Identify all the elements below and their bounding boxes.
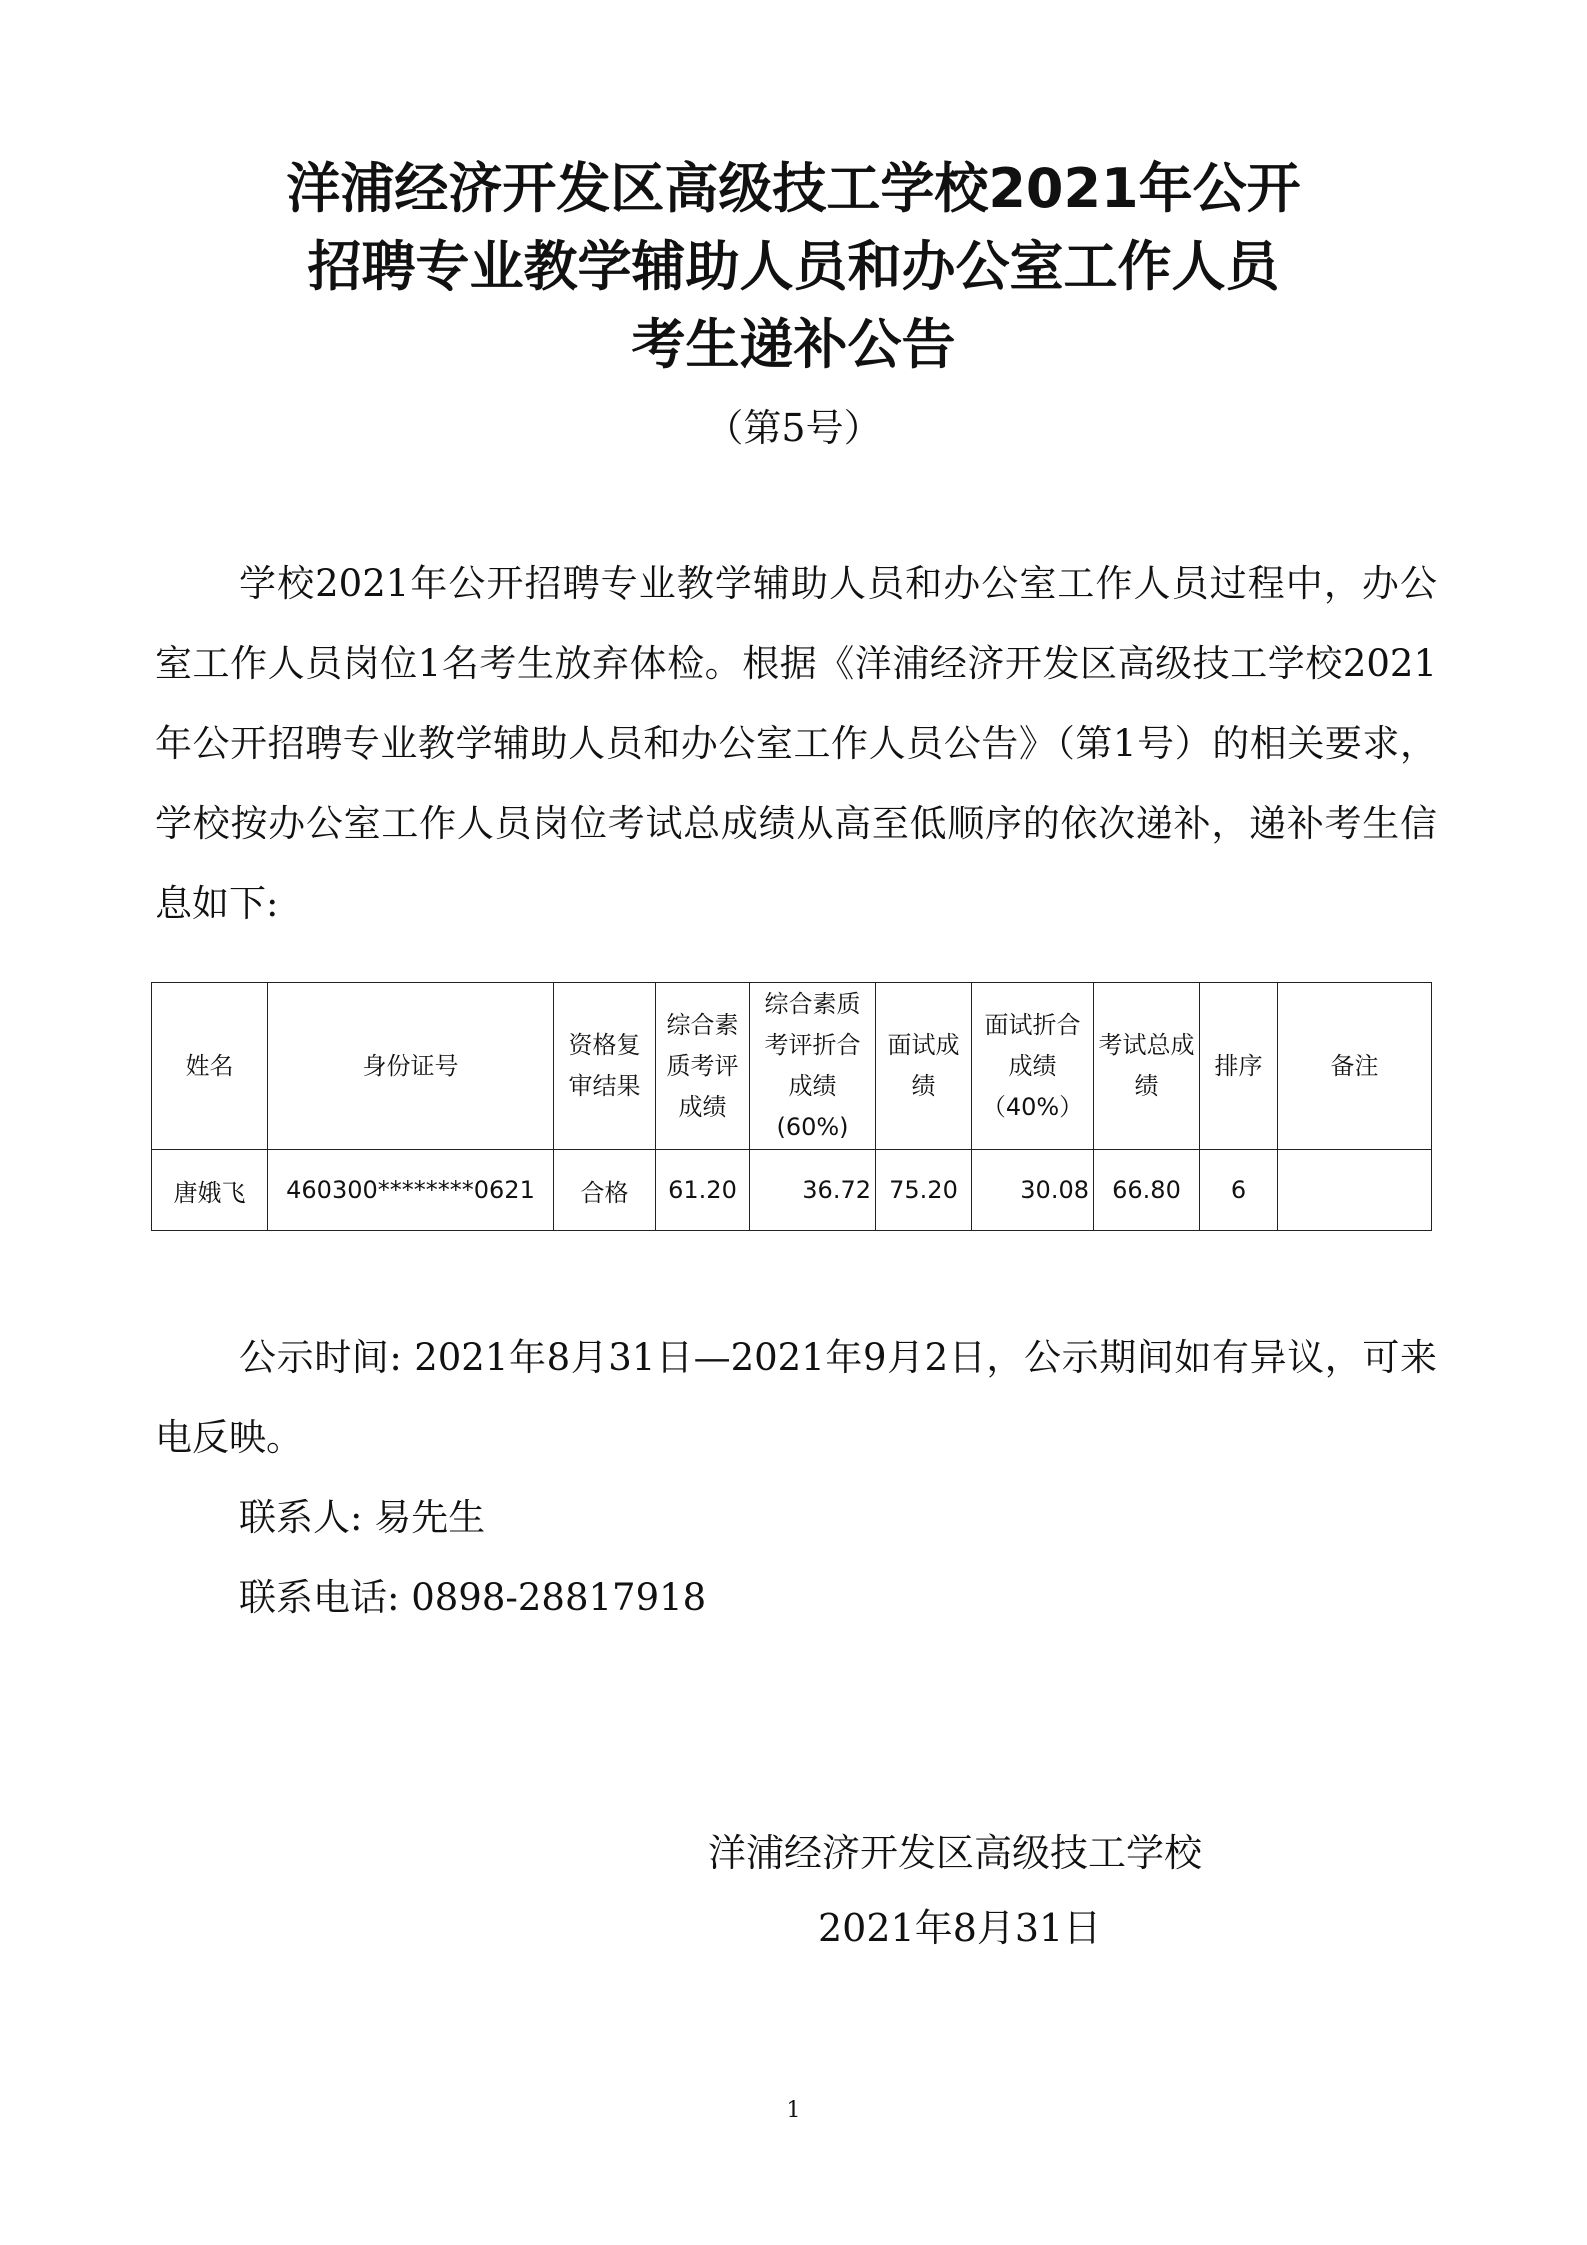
- header-quality-score: 综合素质考评成绩: [656, 983, 750, 1150]
- title-line-2: 招聘专业教学辅助人员和办公室工作人员: [307, 235, 1280, 298]
- cell-quality-score: 61.20: [656, 1150, 750, 1231]
- header-qualification: 资格复审结果: [554, 983, 656, 1150]
- cell-remarks: [1278, 1150, 1432, 1231]
- signature-organization: 洋浦经济开发区高级技工学校: [708, 1831, 1203, 1875]
- cell-id: 460300********0621: [268, 1150, 554, 1231]
- header-quality-weighted: 综合素质考评折合成绩(60%): [750, 983, 876, 1150]
- signature-date: 2021年8月31日: [818, 1906, 1102, 1950]
- title-line-3: 考生递补公告: [631, 313, 956, 376]
- header-remarks: 备注: [1278, 983, 1432, 1150]
- header-interview-score: 面试成绩: [876, 983, 972, 1150]
- title-line-1: 洋浦经济开发区高级技工学校2021年公开: [286, 157, 1301, 220]
- header-interview-weighted: 面试折合成绩（40%）: [972, 983, 1094, 1150]
- cell-name: 唐娥飞: [152, 1150, 268, 1231]
- cell-total: 66.80: [1094, 1150, 1200, 1231]
- contact-person: 联系人: 易先生: [239, 1496, 486, 1539]
- table-header-row: [152, 983, 1432, 1150]
- header-total: 考试总成绩: [1094, 983, 1200, 1150]
- table-row: [152, 1150, 1432, 1231]
- intro-paragraph: 学校2021年公开招聘专业教学辅助人员和办公室工作人员过程中，办公室工作人员岗位1名考生放弃体检。根据《洋浦经济开发区高级技工学校2021年公开招聘专业教学辅助人员和办公室工作人员公告》（第1号）的相关要求，学校按办公室工作人员岗位考试总成绩从高至低顺序的依次递补，递补考生信息如下:: [155, 562, 1437, 925]
- notice-period-paragraph: 公示时间: 2021年8月31日—2021年9月2日，公示期间如有异议，可来电反映。: [155, 1336, 1437, 1459]
- cell-interview-weighted: 30.08: [972, 1150, 1094, 1231]
- cell-rank: 6: [1200, 1150, 1278, 1231]
- cell-quality-weighted: 36.72: [750, 1150, 876, 1231]
- page-number: 1: [786, 2098, 801, 2123]
- header-name: 姓名: [152, 983, 268, 1150]
- contact-phone: 联系电话: 0898-28817918: [239, 1576, 707, 1619]
- announcement-number: （第5号）: [705, 406, 882, 450]
- header-id: 身份证号: [268, 983, 554, 1150]
- candidate-table: [151, 982, 1432, 1231]
- header-rank: 排序: [1200, 983, 1278, 1150]
- cell-interview-score: 75.20: [876, 1150, 972, 1231]
- cell-qualification: 合格: [554, 1150, 656, 1231]
